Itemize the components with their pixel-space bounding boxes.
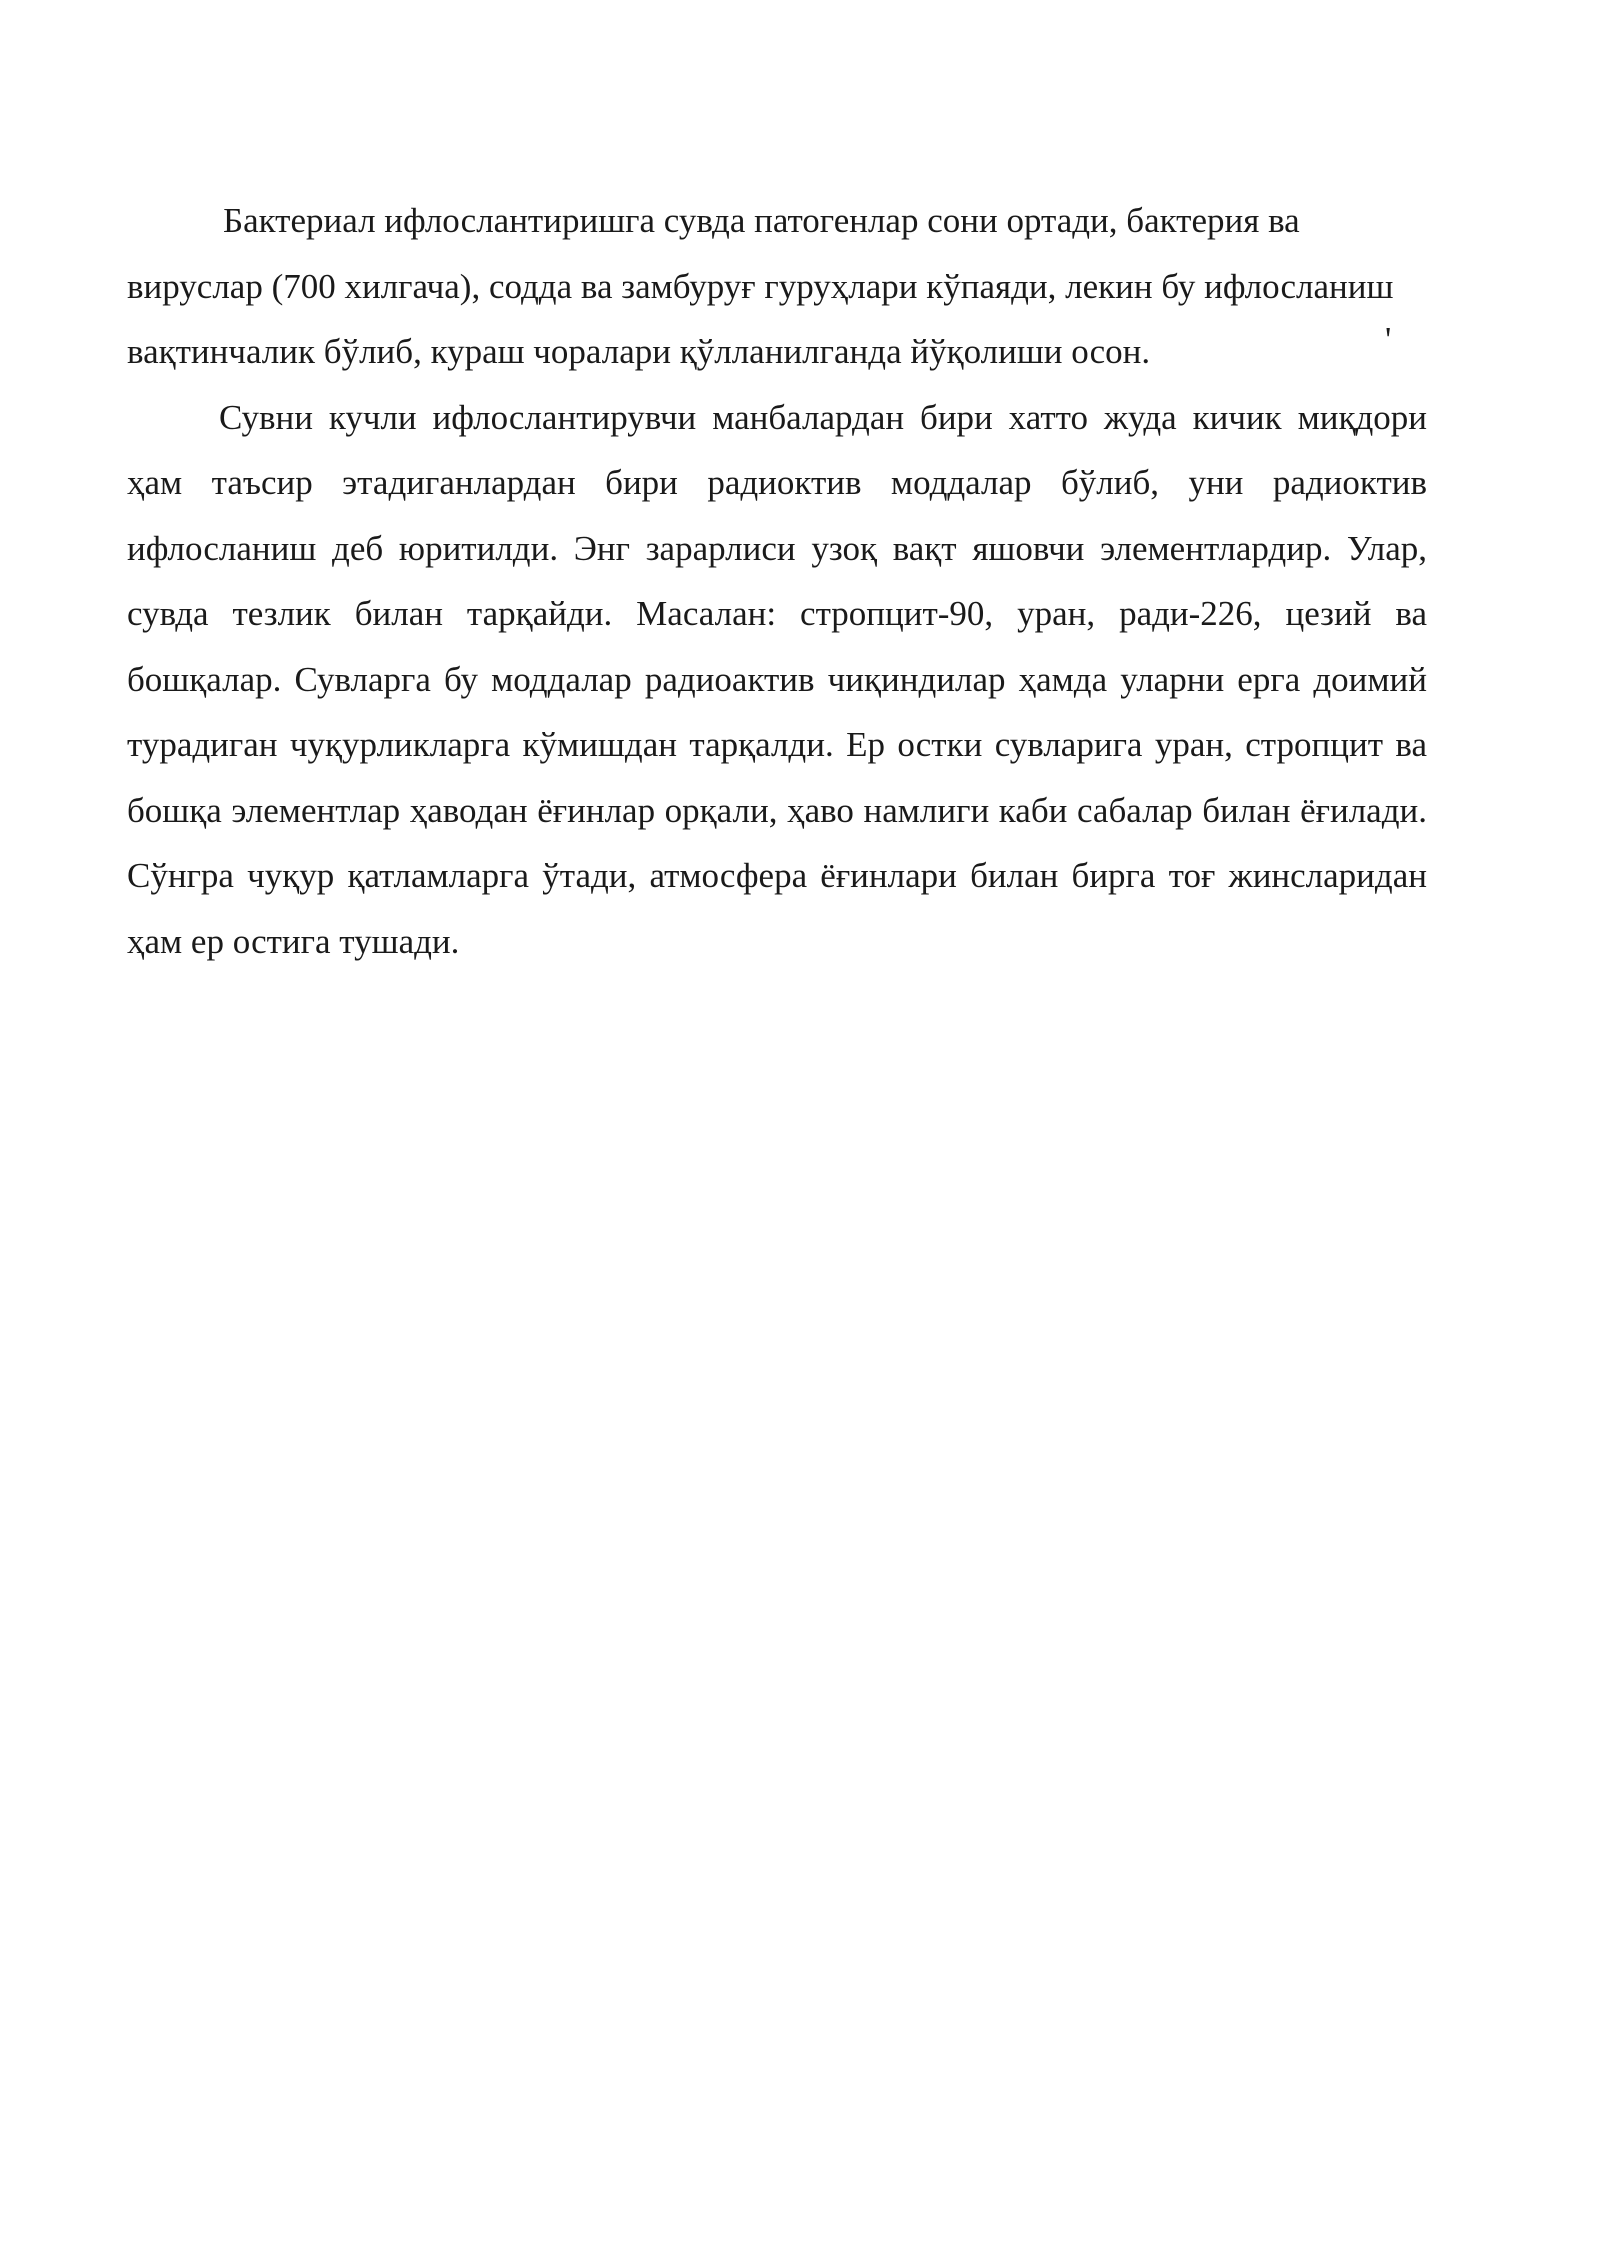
stray-apostrophe-mark: ' [1385, 320, 1392, 359]
document-body [127, 188, 1427, 974]
paragraph-radioactive-pollution: Сувни кучли ифлослантирувчи манбалардан бири хатто жуда кичик миқдори ҳам таъсир этадиганлардан бири радиоктив моддалар бўлиб, уни радиоктив ифлосланиш деб юритилди. Энг зарарлиси узоқ вақт яшовчи элементлардир. Улар, сувда тезлик билан тарқайди. Масалан: стропцит-90, уран, ради-226, цезий ва бошқалар. Сувларга бу моддалар радиоактив чиқиндилар ҳамда уларни ерга доимий турадиган чуқурликларга кўмишдан тарқалди. Ер остки сувларига уран, стропцит ва бошқа элементлар ҳаводан ёғинлар орқали, ҳаво намлиги каби сабалар билан ёғилади. Сўнгра чуқур қатламларга ўтади, атмосфера ёғинлари билан бирга тоғ жинсларидан ҳам ер остига тушади. [127, 397, 1427, 961]
paragraph-bacterial-pollution: Бактериал ифлослантиришга сувда патогенлар сони ортади, бактерия ва вируслар (700 хилгача), содда ва замбуруғ гуруҳлари кўпаяди, лекин бу ифлосланиш вақтинчалик бўлиб, кураш чоралари қўлланилганда йўқолиши осон. [127, 201, 1394, 371]
